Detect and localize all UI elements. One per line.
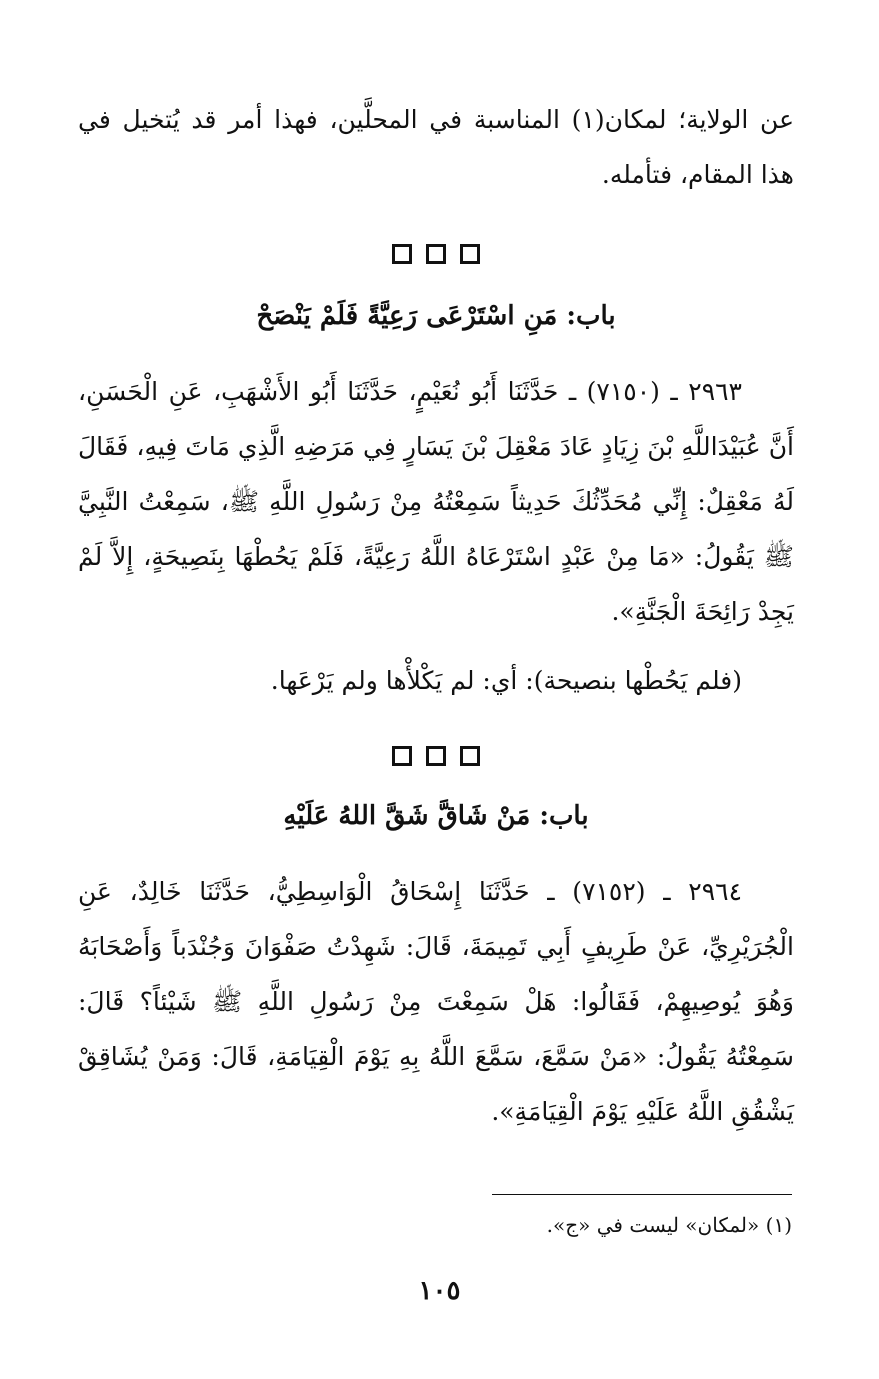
square-ornament-icon xyxy=(426,746,446,766)
gloss-paragraph: (فلم يَحُطْها بنصيحة): أي: لم يَكْلأْها ولم يَرْعَها. xyxy=(270,666,742,695)
chapter-heading xyxy=(78,794,794,838)
chapter-label: باب: xyxy=(566,301,616,331)
chapter-title: مَنِ اسْتَرْعَى رَعِيَّةً فَلَمْ يَنْصَحْ xyxy=(256,301,558,331)
footnote-divider xyxy=(492,1194,792,1195)
intro-paragraph: عن الولاية؛ لمكان(١) المناسبة في المحلَّين، فهذا أمر قد يُتخيل في هذا المقام، فتأمله. xyxy=(78,105,794,189)
square-ornament-icon xyxy=(460,244,480,264)
square-ornament-icon xyxy=(460,746,480,766)
section-separator xyxy=(78,244,794,264)
chapter-label: باب: xyxy=(539,801,589,831)
square-ornament-icon xyxy=(426,244,446,264)
page-number: ١٠٥ xyxy=(418,1276,461,1306)
footnote: (١) «لمكان» ليست في «ج». xyxy=(546,1213,792,1237)
section-separator xyxy=(78,746,794,766)
page-body xyxy=(78,92,794,1139)
square-ornament-icon xyxy=(392,746,412,766)
hadith-paragraph: ٢٩٦٤ ـ (٧١٥٢) ـ حَدَّثَنَا إِسْحَاقُ الْوَاسِطِيُّ، حَدَّثَنَا خَالِدٌ، عَنِ الْجُرَيْرِيِّ، عَنْ طَرِيفٍ أَبِي تَمِيمَةَ، قَالَ: شَهِدْتُ صَفْوَانَ وَجُنْدَباً وَأَصْحَابَهُ وَهُوَ يُوصِيهِمْ، فَقَالُوا: هَلْ سَمِعْتَ مِنْ رَسُولِ اللَّهِ ﷺ شَيْئاً؟ قَالَ: سَمِعْتُهُ يَقُولُ: «مَنْ سَمَّعَ، سَمَّعَ اللَّهُ بِهِ يَوْمَ الْقِيَامَةِ، قَالَ: وَمَنْ يُشَاقِقْ يَشْقُقِ اللَّهُ عَلَيْهِ يَوْمَ الْقِيَامَةِ». xyxy=(78,877,794,1126)
chapter-title: مَنْ شَاقَّ شَقَّ اللهُ عَلَيْهِ xyxy=(283,801,531,831)
square-ornament-icon xyxy=(392,244,412,264)
chapter-heading xyxy=(78,294,794,338)
hadith-paragraph: ٢٩٦٣ ـ (٧١٥٠) ـ حَدَّثَنَا أَبُو نُعَيْمٍ، حَدَّثَنَا أَبُو الأَشْهَبِ، عَنِ الْحَسَنِ، أَنَّ عُبَيْدَاللَّهِ بْنَ زِيَادٍ عَادَ مَعْقِلَ بْنَ يَسَارٍ فِي مَرَضِهِ الَّذِي مَاتَ فِيهِ، فَقَالَ لَهُ مَعْقِلٌ: إِنِّي مُحَدِّثُكَ حَدِيثاً سَمِعْتُهُ مِنْ رَسُولِ اللَّهِ ﷺ، سَمِعْتُ النَّبِيَّ ﷺ يَقُولُ: «مَا مِنْ عَبْدٍ اسْتَرْعَاهُ اللَّهُ رَعِيَّةً، فَلَمْ يَحُطْهَا بِنَصِيحَةٍ، إِلاَّ لَمْ يَجِدْ رَائِحَةَ الْجَنَّةِ». xyxy=(78,377,794,626)
